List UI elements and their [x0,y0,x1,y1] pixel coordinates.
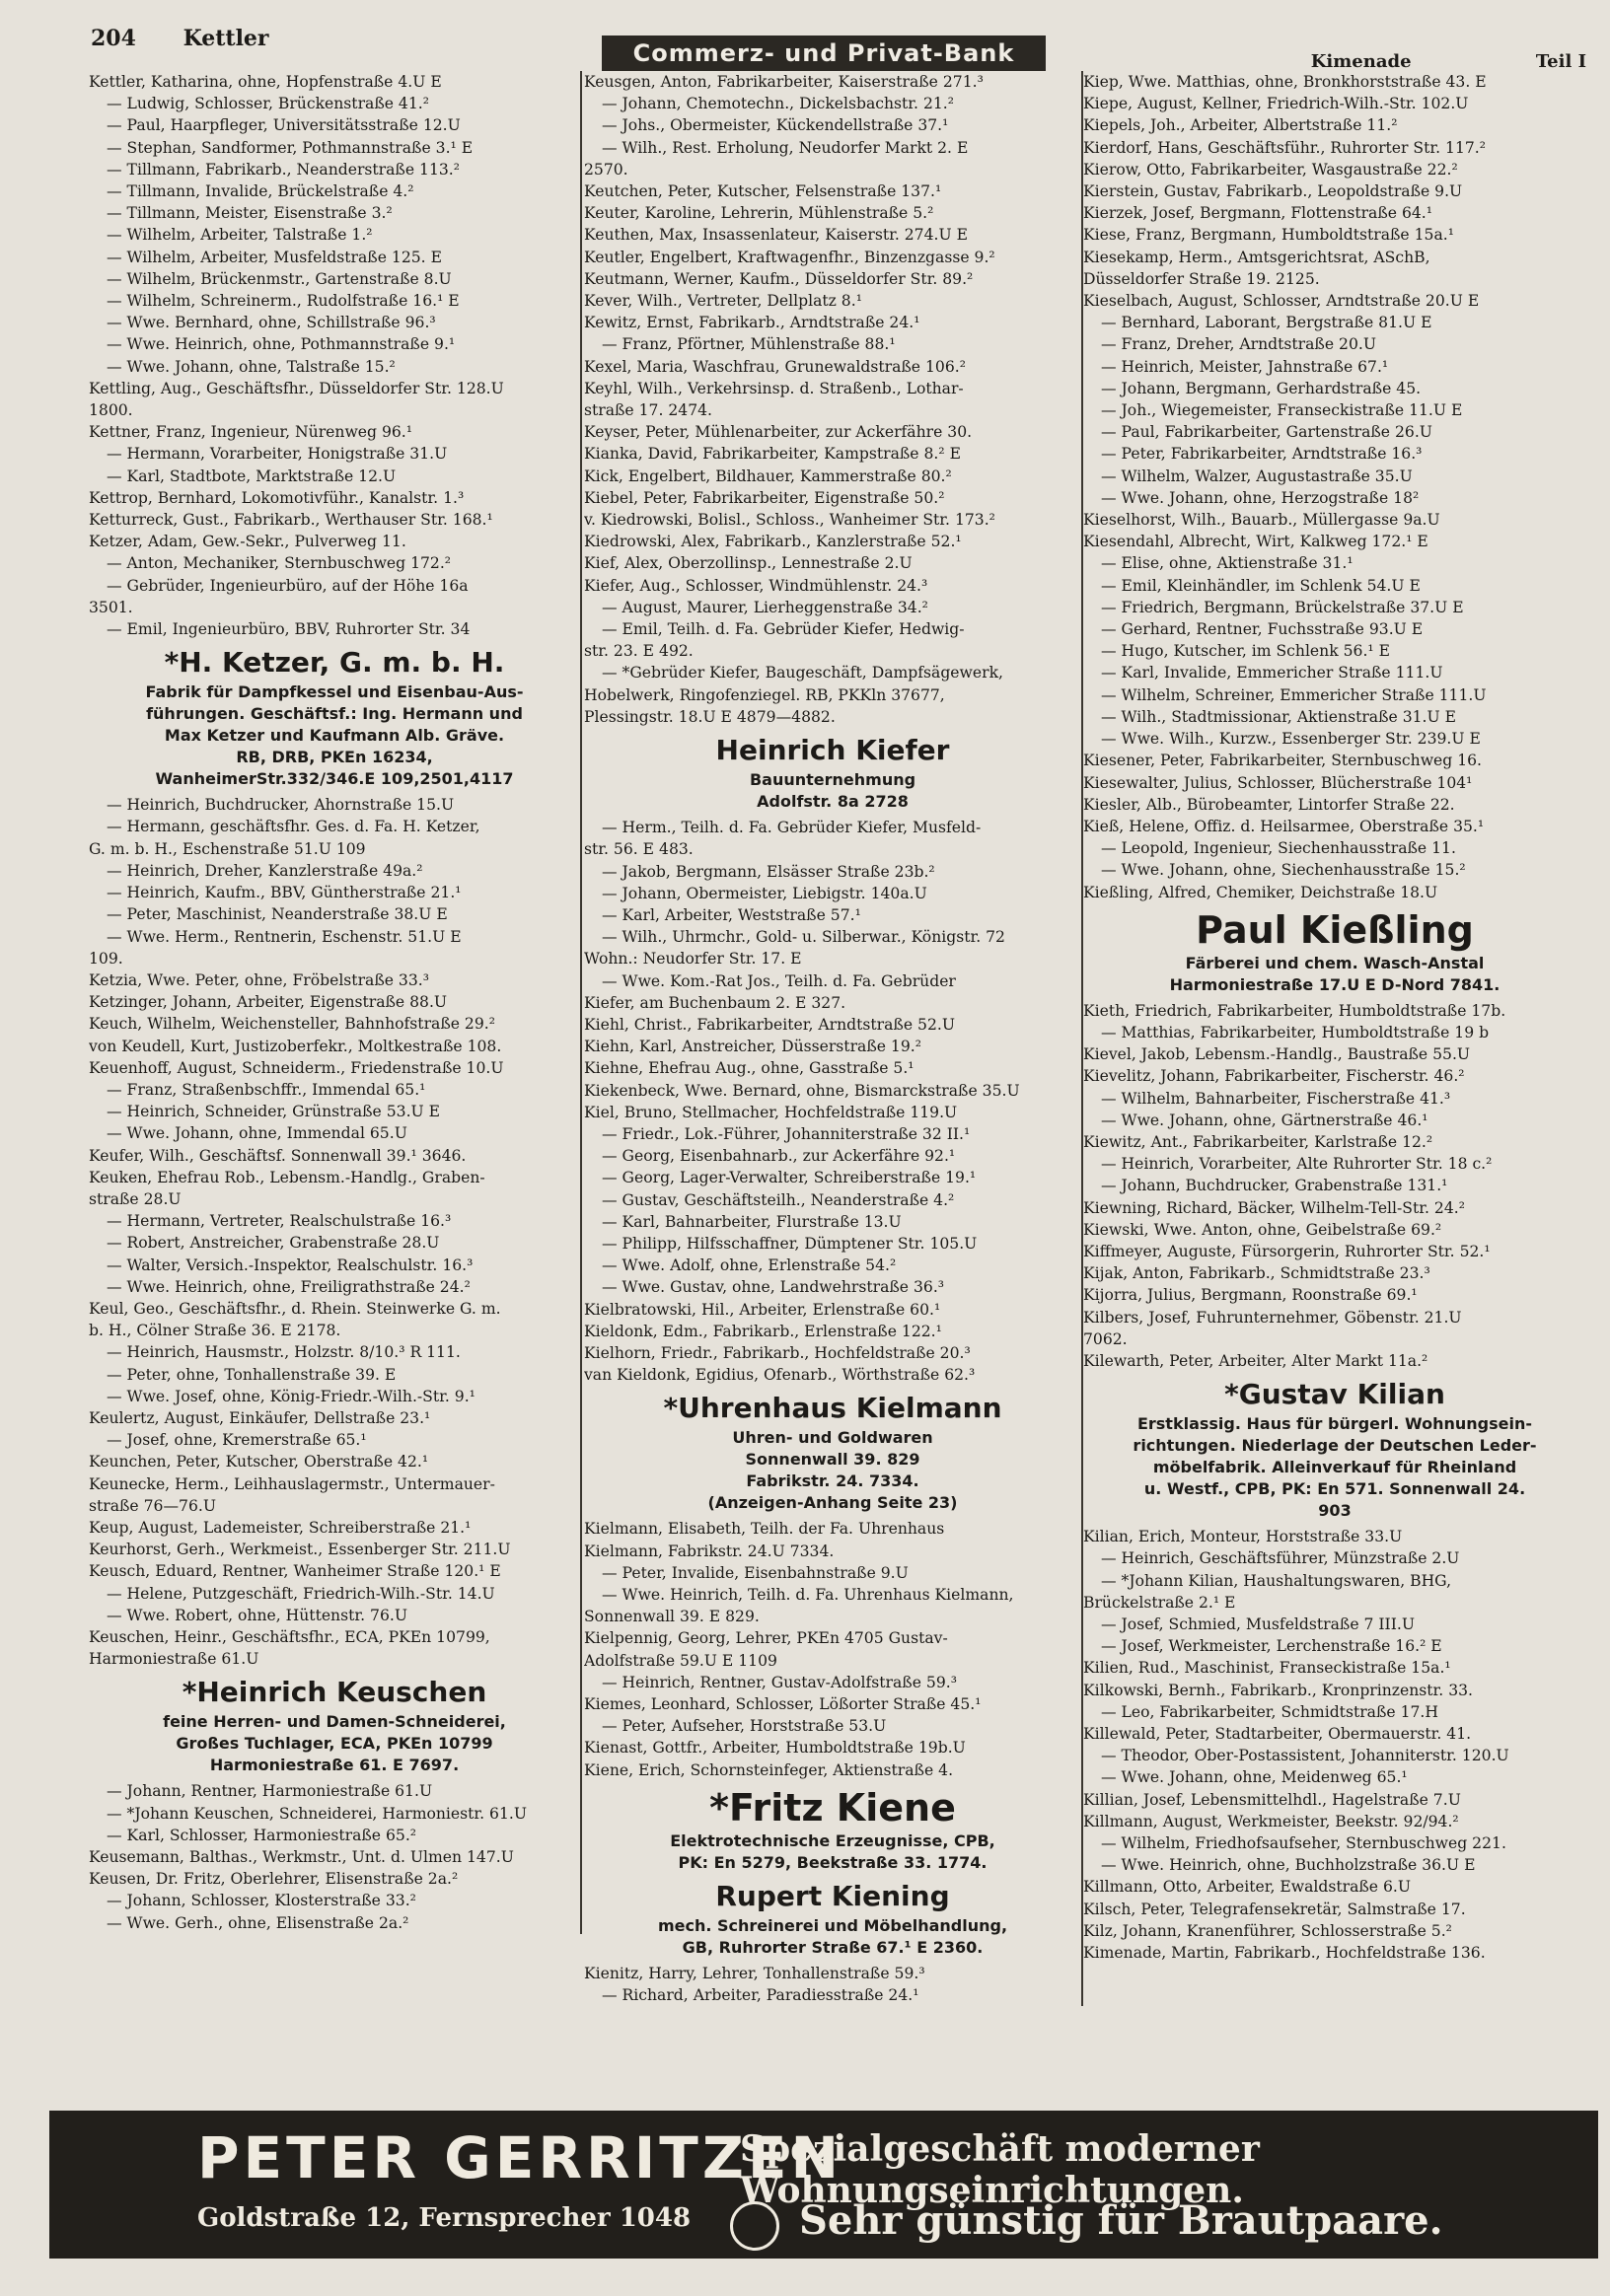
directory-entry: — Wwe. Heinrich, ohne, Pothmannstraße 9.¹ [107,335,456,354]
directory-entry: — Friedr., Lok.-Führer, Johanniterstraße 32 II.¹ [602,1124,971,1143]
directory-entry: — Walter, Versich.-Inspektor, Realschulstr. 16.³ [107,1256,474,1274]
directory-entry: Killewald, Peter, Stadtarbeiter, Obermauerstr. 41. [1083,1725,1472,1743]
directory-entry: — Wwe. Johann, ohne, Gärtnerstraße 46.¹ [1101,1111,1428,1129]
directory-entry: — Hermann, Vertreter, Realschulstraße 16.³ [107,1212,452,1231]
directory-entry: v. Kiedrowski, Bolisl., Schloss., Wanheimer Str. 173.² [584,511,995,530]
directory-entry: Kiene, Erich, Schornsteinfeger, Aktienstraße 4. [584,1760,954,1779]
header-right [1193,51,1586,72]
directory-entry: — Tillmann, Invalide, Brückelstraße 4.² [107,182,414,201]
directory-entry: Keuenhoff, August, Schneiderm., Friedenstraße 10.U [89,1058,504,1077]
directory-entry: Kierdorf, Hans, Geschäftsführ., Ruhrorter Str. 117.² [1083,138,1487,157]
directory-entry: — Peter, Invalide, Eisenbahnstraße 9.U [602,1563,909,1582]
header-left [91,26,309,51]
directory-entry: — Helene, Putzgeschäft, Friedrich-Wilh.-Str. 14.U [107,1584,495,1603]
directory-entry: — Anton, Mechaniker, Sternbuschweg 172.² [107,554,452,573]
directory-entry: — Wilhelm, Brückenmstr., Gartenstraße 8.U [107,269,452,288]
directory-entry: Keyser, Peter, Mühlenarbeiter, zur Ackerfähre 30. [584,423,973,442]
directory-entry: — Karl, Bahnarbeiter, Flurstraße 13.U [602,1212,902,1231]
directory-entry: Ketzia, Wwe. Peter, ohne, Fröbelstraße 33.³ [89,970,429,989]
directory-entry: — Peter, Fabrikarbeiter, Arndtstraße 16.³ [1101,445,1423,464]
ad-kielmann-line3: Fabrikstr. 24. 7334. [746,1471,919,1491]
directory-entry: 7062. [1083,1329,1128,1348]
directory-entry: Kiemes, Leonhard, Schlosser, Lößorter Straße 45.¹ [584,1695,982,1713]
ad-ketzer-line1: Fabrik für Dampfkessel und Eisenbau-Aus- [145,682,524,702]
entries-col1c [89,1780,580,1933]
directory-entry: straße 28.U [89,1189,182,1208]
directory-entry: Kiehne, Ehefrau Aug., ohne, Gasstraße 5.¹ [584,1059,915,1078]
directory-entry: Kievelitz, Johann, Fabrikarbeiter, Fischerstr. 46.² [1083,1067,1465,1086]
directory-entry: — Wwe. Kom.-Rat Jos., Teilh. d. Fa. Gebrüder [602,971,956,990]
ad-ketzer-line5: WanheimerStr.332/346.E 109,2501,4117 [155,769,514,789]
directory-entry: — Leopold, Ingenieur, Siechenhausstraße 11. [1101,839,1456,858]
directory-entry: Kiep, Wwe. Matthias, ohne, Bronkhorststraße 43. E [1083,73,1487,91]
ad-kiessling [1083,907,1586,996]
directory-entry: — Franz, Straßenbschffr., Immendal 65.¹ [107,1080,426,1099]
directory-entry: — Wwe. Adolf, ohne, Erlenstraße 54.² [602,1256,897,1275]
page-number: 204 [91,26,136,51]
directory-entry: Kewitz, Ernst, Fabrikarb., Arndtstraße 24.¹ [584,314,920,332]
directory-entry: Keuken, Ehefrau Rob., Lebensm.-Handlg., Graben- [89,1168,485,1186]
directory-entry: — Emil, Ingenieurbüro, BBV, Ruhrorter Str. 34 [107,620,471,639]
directory-entry: Kiebel, Peter, Fabrikarbeiter, Eigenstraße 50.² [584,488,945,507]
directory-entry: — Joh., Wiegemeister, Franseckistraße 11.U E [1101,401,1463,420]
directory-entry: Keuch, Wilhelm, Weichensteller, Bahnhofstraße 29.² [89,1015,495,1034]
directory-entry: — Bernhard, Laborant, Bergstraße 81.U E [1101,314,1432,332]
ad-keuschen-line1: feine Herren- und Damen-Schneiderei, [163,1712,506,1732]
directory-entry: Kielbratowski, Hil., Arbeiter, Erlenstraße 60.¹ [584,1300,941,1319]
header-left-word: Kettler [183,26,269,51]
directory-entry: Kierzek, Josef, Bergmann, Flottenstraße 64.¹ [1083,204,1433,223]
directory-entry: Kettler, Katharina, ohne, Hopfenstraße 4.U E [89,73,442,91]
directory-entry: Kienitz, Harry, Lehrer, Tonhallenstraße 59.³ [584,1964,925,1982]
directory-entry: — Johann, Obermeister, Liebigstr. 140a.U [602,884,927,902]
directory-entry: — Paul, Fabrikarbeiter, Gartenstraße 26.U [1101,423,1432,442]
directory-entry: Kieldonk, Edm., Fabrikarb., Erlenstraße 122.¹ [584,1322,942,1340]
directory-entry: — Hugo, Kutscher, im Schlenk 56.¹ E [1101,642,1390,661]
column-2 [584,71,1083,2006]
directory-entry: Kilbers, Josef, Fuhrunternehmer, Göbenstr. 21.U [1083,1308,1462,1327]
directory-entry: — Wilhelm, Schreinerm., Rudolfstraße 16.¹ E [107,292,460,311]
directory-entry: — Gebrüder, Ingenieurbüro, auf der Höhe 16a [107,576,469,595]
ad-kiefer-line1: Bauunternehmung [749,770,916,790]
directory-entry: Kiesener, Peter, Fabrikarbeiter, Sternbuschweg 16. [1083,752,1483,770]
directory-entry: Ketzer, Adam, Gew.-Sekr., Pulverweg 11. [89,533,406,551]
directory-entry: — Ludwig, Schlosser, Brückenstraße 41.² [107,95,429,113]
directory-entry: Kiesendahl, Albrecht, Wirt, Kalkweg 172.¹ E [1083,533,1428,551]
directory-entry: Keusen, Dr. Fritz, Oberlehrer, Elisenstraße 2a.² [89,1870,459,1889]
directory-entry: Keyhl, Wilh., Verkehrsinsp. d. Straßenb., Lothar- [584,379,964,397]
directory-entry: Kick, Engelbert, Bildhauer, Kammerstraße 80.² [584,466,952,485]
directory-entry: Kiewning, Richard, Bäcker, Wilhelm-Tell-Str. 24.² [1083,1198,1465,1217]
directory-entry: — Karl, Arbeiter, Weststraße 57.¹ [602,905,861,924]
directory-entry: Sonnenwall 39. E 829. [584,1608,760,1626]
directory-entry: — Josef, Schmied, Musfeldstraße 7 III.U [1101,1614,1415,1633]
footer-specialty: Spezialgeschäft moderner Wohnungseinrichtungen. [740,2128,1260,2211]
directory-entry: Keufer, Wilh., Geschäftsf. Sonnenwall 39.¹ 3646. [89,1146,467,1165]
directory-entry: — *Gebrüder Kiefer, Baugeschäft, Dampfsägewerk, [602,664,1003,682]
directory-entry: — Heinrich, Schneider, Grünstraße 53.U E [107,1103,441,1121]
directory-entry: — Elise, ohne, Aktienstraße 31.¹ [1101,554,1354,573]
directory-entry: — Wwe. Josef, ohne, König-Friedr.-Wilh.-Str. 9.¹ [107,1387,476,1405]
directory-entry: — Paul, Haarpfleger, Universitätsstraße 12.U [107,116,461,135]
directory-entry: Kiepe, August, Kellner, Friedrich-Wilh.-Str. 102.U [1083,95,1469,113]
directory-entry: Kiesekamp, Herm., Amtsgerichtsrat, ASchB, [1083,248,1430,266]
directory-entry: Keusemann, Balthas., Werkmstr., Unt. d. Ulmen 147.U [89,1848,514,1867]
entries-col1b [89,794,580,1670]
directory-entry: Kilz, Johann, Kranenführer, Schlosserstraße 5.² [1083,1921,1452,1940]
directory-entry: Wohn.: Neudorfer Str. 17. E [584,950,802,969]
directory-entry: Kiehn, Karl, Anstreicher, Düsserstraße 19.² [584,1038,921,1056]
directory-entry: von Keudell, Kurt, Justizoberfekr., Moltkestraße 108. [89,1037,502,1055]
directory-entry: Kießling, Alfred, Chemiker, Deichstraße 18.U [1083,883,1438,901]
directory-entry: 1800. [89,401,133,420]
ad-kiefer [584,732,1081,813]
directory-entry: Kiesler, Alb., Bürobeamter, Lintorfer Straße 22. [1083,795,1455,814]
directory-entry: — Wwe. Johann, ohne, Herzogstraße 18² [1101,488,1420,507]
directory-entry: G. m. b. H., Eschenstraße 51.U 109 [89,839,366,858]
directory-entry: — Gerhard, Rentner, Fuchsstraße 93.U E [1101,620,1424,639]
directory-entry: van Kieldonk, Egidius, Ofenarb., Wörthstraße 62.³ [584,1366,976,1385]
directory-entry: — Jakob, Bergmann, Elsässer Straße 23b.² [602,862,935,881]
directory-entry: — Wwe. Gerh., ohne, Elisenstraße 2a.² [107,1913,409,1932]
directory-entry: Plessingstr. 18.U E 4879—4882. [584,707,836,726]
directory-entry: Kilian, Erich, Monteur, Horststraße 33.U [1083,1528,1403,1546]
directory-entry: Kilkowski, Bernh., Fabrikarb., Kronprinzenstr. 33. [1083,1681,1474,1699]
ad-keuschen-name: *Heinrich Keuschen [182,1676,487,1709]
footer-tagline: Sehr günstig für Brautpaare. [799,2197,1443,2244]
directory-entry: — Peter, Maschinist, Neanderstraße 38.U E [107,905,448,924]
directory-entry: Kielpennig, Georg, Lehrer, PKEn 4705 Gustav- [584,1629,948,1648]
directory-entry: Kiesewalter, Julius, Schlosser, Blücherstraße 104¹ [1083,773,1473,792]
ad-kiening [584,1878,1081,1959]
directory-entry: — Wilhelm, Arbeiter, Musfeldstraße 125. E [107,248,442,266]
directory-entry: Kiel, Bruno, Stellmacher, Hochfeldstraße 119.U [584,1103,958,1121]
directory-entry: — Matthias, Fabrikarbeiter, Humboldtstraße 19 b [1101,1023,1490,1041]
directory-entry: — Heinrich, Meister, Jahnstraße 67.¹ [1101,357,1389,376]
directory-entry: — Philipp, Hilfsschaffner, Dümptener Str. 105.U [602,1234,978,1253]
ad-kilian-line1: Erstklassig. Haus für bürgerl. Wohnungsein- [1136,1414,1533,1434]
directory-entry: Killmann, Otto, Arbeiter, Ewaldstraße 6.U [1083,1878,1412,1897]
directory-entry: — Johs., Obermeister, Kückendellstraße 37.¹ [602,116,949,135]
directory-entry: — Wwe. Heinrich, ohne, Buchholzstraße 36.U E [1101,1856,1476,1875]
header-right-word: Kimenade [1310,51,1412,72]
directory-entry: Kieth, Friedrich, Fabrikarbeiter, Humboldtstraße 17b. [1083,1001,1506,1020]
ad-kilian [1083,1376,1586,1522]
directory-entry: Kiewitz, Ant., Fabrikarbeiter, Karlstraße 12.² [1083,1132,1433,1151]
directory-entry: Kimenade, Martin, Fabrikarb., Hochfeldstraße 136. [1083,1944,1486,1963]
ad-kilian-line4: u. Westf., CPB, PK: En 571. Sonnenwall 24. [1143,1479,1526,1499]
directory-entry: — Wilh., Stadtmissionar, Aktienstraße 31.U E [1101,707,1456,726]
ad-kiening-line1: mech. Schreinerei und Möbelhandlung, [657,1915,1008,1935]
ad-ketzer-line3: Max Ketzer und Kaufmann Alb. Gräve. [164,726,505,746]
directory-entry: — Wilh., Rest. Erholung, Neudorfer Markt 2. E [602,138,969,157]
directory-entry: Killian, Josef, Lebensmittelhdl., Hagelstraße 7.U [1083,1790,1461,1809]
directory-entry: Kiankа, David, Fabrikarbeiter, Kampstraße 8.² E [584,445,961,464]
directory-entry: Kievel, Jakob, Lebensm.-Handlg., Baustraße 55.U [1083,1045,1471,1064]
ad-keuschen [89,1674,580,1776]
ad-ketzer [89,644,580,790]
directory-entry: Kettling, Aug., Geschäftsfhr., Düsseldorfer Str. 128.U [89,379,504,397]
directory-entry: straße 17. 2474. [584,401,713,420]
directory-entry: Kiehl, Christ., Fabrikarbeiter, Arndtstraße 52.U [584,1015,955,1034]
directory-entry: 109. [89,949,123,968]
directory-entry: — Johann, Bergmann, Gerhardstraße 45. [1101,379,1422,397]
entries-col1 [89,71,580,640]
ad-kielmann-line2: Sonnenwall 39. 829 [745,1450,920,1470]
directory-entry: — Tillmann, Fabrikarb., Neanderstraße 113.² [107,160,461,179]
ad-kiening-line2: GB, Ruhrorter Straße 67.¹ E 2360. [682,1937,984,1957]
directory-entry: Kiese, Franz, Bergmann, Humboldtstraße 15a.¹ [1083,226,1454,245]
entries-col3b [1083,1000,1586,1372]
footer-ad [49,2111,1598,2259]
directory-entry: Kielmann, Fabrikstr. 24.U 7334. [584,1542,835,1560]
ad-kilian-line3: möbelfabrik. Alleinverkauf für Rheinland [1152,1458,1517,1477]
directory-entry: — Stephan, Sandformer, Pothmannstraße 3.¹ E [107,138,474,157]
ad-keuschen-line3: Harmoniestraße 61. E 7697. [209,1756,460,1775]
directory-entry: str. 23. E 492. [584,642,694,661]
entries-col2 [584,71,1081,728]
directory-entry: — Georg, Lager-Verwalter, Schreiberstraße 19.¹ [602,1169,977,1187]
ad-ketzer-line2: führungen. Geschäftsf.: Ing. Hermann und [146,704,523,724]
directory-entry: Ketzinger, Johann, Arbeiter, Eigenstraße 88.U [89,993,448,1012]
directory-entry: Kielhorn, Friedr., Fabrikarb., Hochfeldstraße 20.³ [584,1343,971,1362]
directory-entry: — *Johann Kilian, Haushaltungswaren, BHG, [1101,1571,1452,1590]
directory-entry: — Wilhelm, Schreiner, Emmericher Straße 111.U [1101,685,1487,704]
directory-entry: — *Johann Keuschen, Schneiderei, Harmoniestr. 61.U [107,1804,527,1823]
directory-entry: Kiewski, Wwe. Anton, ohne, Geibelstraße 69.² [1083,1220,1442,1239]
directory-entry: — Johann, Schlosser, Klosterstraße 33.² [107,1892,416,1910]
directory-entry: — Hermann, Vorarbeiter, Honigstraße 31.U [107,445,448,464]
directory-entry: 3501. [89,598,133,616]
ad-kielmann-line1: Uhren- und Goldwaren [732,1428,933,1448]
directory-entry: — Franz, Pförtner, Mühlenstraße 88.¹ [602,335,896,354]
ad-keuschen-line2: Großes Tuchlager, ECA, PKEn 10799 [176,1734,493,1754]
directory-entry: — Theodor, Ober-Postassistent, Johanniterstr. 120.U [1101,1747,1509,1765]
directory-entry: Ketturreck, Gust., Fabrikarb., Werthauser Str. 168.¹ [89,511,493,530]
ad-kielmann-name: *Uhrenhaus Kielmann [663,1392,1002,1425]
directory-entry: — Wwe. Heinrich, Teilh. d. Fa. Uhrenhaus Kielmann, [602,1585,1014,1604]
directory-entry: Kiefer, am Buchenbaum 2. E 327. [584,993,846,1012]
part-label: Teil I [1535,51,1586,72]
directory-entry: — Richard, Arbeiter, Paradiesstraße 24.¹ [602,1986,919,2005]
ad-kiessling-line1: Färberei und chem. Wasch-Anstal [1185,953,1485,972]
directory-entry: Kierow, Otto, Fabrikarbeiter, Wasgaustraße 22.² [1083,160,1458,179]
entries-col3 [1083,71,1586,903]
directory-entry: straße 76—76.U [89,1496,216,1515]
directory-entry: Keuter, Karoline, Lehrerin, Mühlenstraße 5.² [584,204,934,223]
directory-entry: — Heinrich, Kaufm., BBV, Güntherstraße 21.¹ [107,884,462,902]
directory-entry: — Heinrich, Vorarbeiter, Alte Ruhrorter Str. 18 c.² [1101,1155,1493,1174]
ad-kiene-line1: Elektrotechnische Erzeugnisse, CPB, [670,1830,995,1850]
column-1 [89,71,582,1934]
directory-entry: Kijak, Anton, Fabrikarb., Schmidtstraße 23.³ [1083,1264,1430,1283]
directory-entry: Kieß, Helene, Offiz. d. Heilsarmee, Oberstraße 35.¹ [1083,817,1485,835]
directory-entry: — Heinrich, Hausmstr., Holzstr. 8/10.³ R 111. [107,1343,461,1362]
directory-entry: Keusch, Eduard, Rentner, Wanheimer Straße 120.¹ E [89,1562,501,1581]
directory-entry: Kiekenbeck, Wwe. Bernard, ohne, Bismarckstraße 35.U [584,1081,1020,1100]
directory-entry: Kilsch, Peter, Telegrafensekretär, Salmstraße 17. [1083,1900,1466,1918]
directory-entry: — Johann, Chemotechn., Dickelsbachstr. 21.² [602,95,955,113]
directory-entry: Harmoniestraße 61.U [89,1650,259,1669]
directory-entry: — Wilhelm, Bahnarbeiter, Fischerstraße 41.³ [1101,1089,1451,1108]
directory-entry: — Wwe. Johann, ohne, Immendal 65.U [107,1124,407,1143]
directory-entry: Keutler, Engelbert, Kraftwagenfhr., Binzenzgasse 9.² [584,248,995,266]
ad-kiefer-line2: Adolfstr. 8a 2728 [757,792,909,812]
directory-entry: Adolfstraße 59.U E 1109 [584,1651,777,1670]
directory-entry: — Wilhelm, Arbeiter, Talstraße 1.² [107,226,373,245]
directory-entry: Keulertz, August, Einkäufer, Dellstraße 23.¹ [89,1408,431,1427]
directory-entry: Keusgen, Anton, Fabrikarbeiter, Kaiserstraße 271.³ [584,73,984,91]
ad-kiene-name: *Fritz Kiene [709,1785,956,1830]
entries-col2b [584,817,1081,1386]
directory-entry: Kiefer, Aug., Schlosser, Windmühlenstr. 24.³ [584,576,928,595]
directory-entry: — August, Maurer, Lierheggenstraße 34.² [602,598,928,616]
directory-entry: — Johann, Buchdrucker, Grabenstraße 131.¹ [1101,1177,1448,1195]
directory-entry: Keup, August, Lademeister, Schreiberstraße 21.¹ [89,1518,472,1537]
directory-entry: — Wilhelm, Walzer, Augustastraße 35.U [1101,466,1413,485]
ad-kiene-line2: PK: En 5279, Beekstraße 33. 1774. [678,1852,988,1872]
directory-entry: — Leo, Fabrikarbeiter, Schmidtstraße 17.H [1101,1702,1438,1721]
ad-kiessling-line2: Harmoniestraße 17.U E D-Nord 7841. [1169,974,1500,994]
directory-entry: Keutmann, Werner, Kaufm., Düsseldorfer Str. 89.² [584,269,974,288]
ad-kiening-name: Rupert Kiening [715,1879,950,1912]
directory-entry: Keunchen, Peter, Kutscher, Oberstraße 42.¹ [89,1453,429,1471]
directory-entry: — Wwe. Johann, ohne, Talstraße 15.² [107,357,396,376]
ad-kilian-name: *Gustav Kilian [1224,1378,1445,1411]
directory-entry: — Wwe. Heinrich, ohne, Freiligrathstraße 24.² [107,1277,471,1296]
directory-entry: — Karl, Invalide, Emmericher Straße 111.U [1101,664,1443,682]
directory-entry: Kierstein, Gustav, Fabrikarb., Leopoldstraße 9.U [1083,182,1463,201]
directory-entry: — Heinrich, Buchdrucker, Ahornstraße 15.U [107,796,455,815]
directory-entry: — Heinrich, Geschäftsführer, Münzstraße 2.U [1101,1549,1460,1568]
column-3 [1083,71,1586,1964]
directory-entry: — Karl, Stadtbote, Marktstraße 12.U [107,466,397,485]
directory-entry: — Wilh., Uhrmchr., Gold- u. Silberwar., Königstr. 72 [602,928,1005,947]
ad-kilian-line5: 903 [1318,1501,1352,1521]
directory-entry: Keuthen, Max, Insassenlateur, Kaiserstr. 274.U E [584,226,968,245]
directory-entry: b. H., Cölner Straße 36. E 2178. [89,1322,341,1340]
directory-entry: Kever, Wilh., Vertreter, Dellplatz 8.¹ [584,292,862,311]
directory-entry: Kieselbach, August, Schlosser, Arndtstraße 20.U E [1083,292,1480,311]
directory-entry: — Wwe. Herm., Rentnerin, Eschenstr. 51.U E [107,927,462,946]
directory-entry: — Georg, Eisenbahnarb., zur Ackerfähre 92.¹ [602,1147,956,1166]
directory-entry: — Heinrich, Dreher, Kanzlerstraße 49a.² [107,861,423,880]
directory-entry: str. 56. E 483. [584,840,694,859]
ad-ketzer-name: *H. Ketzer, G. m. b. H. [164,646,505,680]
directory-entry: Keuschen, Heinr., Geschäftsfhr., ECA, PKEn 10799, [89,1628,490,1646]
footer-company-name: PETER GERRITZEN [197,2124,843,2191]
ad-kiessling-name: Paul Kießling [1196,907,1474,952]
directory-entry: Kiedrowski, Alex, Fabrikarb., Kanzlerstraße 52.¹ [584,533,962,551]
directory-entry: — Wwe. Robert, ohne, Hüttenstr. 76.U [107,1606,407,1624]
directory-entry: Keurhorst, Gerh., Werkmeist., Essenberger Str. 211.U [89,1541,511,1559]
directory-entry: — Wwe. Johann, ohne, Siechenhausstraße 15.² [1101,861,1466,880]
directory-entry: — Josef, ohne, Kremerstraße 65.¹ [107,1431,367,1450]
directory-entry: — Peter, ohne, Tonhallenstraße 39. E [107,1365,397,1384]
directory-entry: Kijorra, Julius, Bergmann, Roonstraße 69.¹ [1083,1286,1418,1305]
directory-entry: Keul, Geo., Geschäftsfhr., d. Rhein. Steinwerke G. m. [89,1299,501,1318]
directory-entry: Kienast, Gottfr., Arbeiter, Humboldtstraße 19b.U [584,1739,966,1758]
directory-entry: Keutchen, Peter, Kutscher, Felsenstraße 137.¹ [584,182,942,201]
ad-kiene [584,1785,1081,1874]
directory-entry: — Tillmann, Meister, Eisenstraße 3.² [107,204,393,223]
directory-entry: Brückelstraße 2.¹ E [1083,1593,1236,1612]
directory-entry: — Wwe. Bernhard, ohne, Schillstraße 96.³ [107,314,436,332]
directory-entry: Kettner, Franz, Ingenieur, Nürenweg 96.¹ [89,423,413,442]
directory-entry: — Peter, Aufseher, Horststraße 53.U [602,1717,887,1736]
directory-entry: Kieselhorst, Wilh., Bauarb., Müllergasse 9a.U [1083,511,1440,530]
ad-kilian-line2: richtungen. Niederlage der Deutschen Leder- [1133,1436,1537,1456]
directory-entry: — Johann, Rentner, Harmoniestraße 61.U [107,1782,433,1801]
directory-entry: — Friedrich, Bergmann, Brückelstraße 37.U E [1101,598,1464,616]
directory-entry: Killmann, August, Werkmeister, Beekstr. 92/94.² [1083,1812,1459,1830]
directory-entry: 2570. [584,160,628,179]
directory-entry: — Wilhelm, Friedhofsaufseher, Sternbuschweg 221. [1101,1834,1506,1853]
directory-entry: Kilien, Rud., Maschinist, Franseckistraße 15a.¹ [1083,1659,1451,1678]
directory-entry: — Karl, Schlosser, Harmoniestraße 65.² [107,1826,417,1844]
ad-ketzer-line4: RB, DRB, PKEn 16234, [236,748,433,767]
bank-banner: Commerz- und Privat-Bank [602,36,1046,71]
directory-entry: Kexel, Maria, Waschfrau, Grunewaldstraße 106.² [584,357,966,376]
directory-entry: Kiepels, Joh., Arbeiter, Albertstraße 11.² [1083,116,1398,135]
directory-entry: — Emil, Teilh. d. Fa. Gebrüder Kiefer, Hedwig- [602,620,965,639]
directory-entry: — Wwe. Gustav, ohne, Landwehrstraße 36.³ [602,1278,945,1297]
directory-entry: Hobelwerk, Ringofenziegel. RB, PKKln 37677, [584,685,945,704]
directory-entry: — Robert, Anstreicher, Grabenstraße 28.U [107,1234,440,1253]
directory-entry: Düsseldorfer Straße 19. 2125. [1083,269,1320,288]
footer-address: Goldstraße 12, Fernsprecher 1048 [197,2203,692,2233]
directory-entry: — Wwe. Johann, ohne, Meidenweg 65.¹ [1101,1768,1408,1787]
directory-entry: Kettrop, Bernhard, Lokomotivführ., Kanalstr. 1.³ [89,488,465,507]
directory-entry: Kief, Alex, Oberzollinsp., Lennestraße 2.U [584,554,913,573]
page-header [0,0,1610,72]
directory-entry: Kiffmeyer, Auguste, Fürsorgerin, Ruhrorter Str. 52.¹ [1083,1242,1491,1260]
directory-entry: — Gustav, Geschäftsteilh., Neanderstraße 4.² [602,1190,955,1209]
directory-entry: — Wwe. Wilh., Kurzw., Essenberger Str. 239.U E [1101,730,1481,749]
footer-logo-icon [730,2201,779,2251]
ad-kiefer-name: Heinrich Kiefer [715,734,950,767]
directory-entry: — Hermann, geschäftsfhr. Ges. d. Fa. H. Ketzer, [107,818,480,836]
entries-col2c [584,1518,1081,1780]
directory-entry: Keunecke, Herm., Leihhauslagermstr., Untermauer- [89,1474,495,1493]
directory-entry: — Heinrich, Rentner, Gustav-Adolfstraße 59.³ [602,1673,957,1691]
directory-entry: — Franz, Dreher, Arndtstraße 20.U [1101,335,1376,354]
directory-entry: — Herm., Teilh. d. Fa. Gebrüder Kiefer, Musfeld- [602,819,982,837]
directory-entry: — Josef, Werkmeister, Lerchenstraße 16.² E [1101,1637,1442,1656]
directory-entry: Kielmann, Elisabeth, Teilh. der Fa. Uhrenhaus [584,1520,945,1539]
entries-col3c [1083,1526,1586,1964]
entries-col2d [584,1963,1081,2006]
ad-kielmann [584,1390,1081,1514]
ad-kielmann-line4: (Anzeigen-Anhang Seite 23) [707,1493,958,1513]
directory-entry: — Emil, Kleinhändler, im Schlenk 54.U E [1101,576,1421,595]
directory-entry: Kilewarth, Peter, Arbeiter, Alter Markt 11a.² [1083,1351,1428,1370]
